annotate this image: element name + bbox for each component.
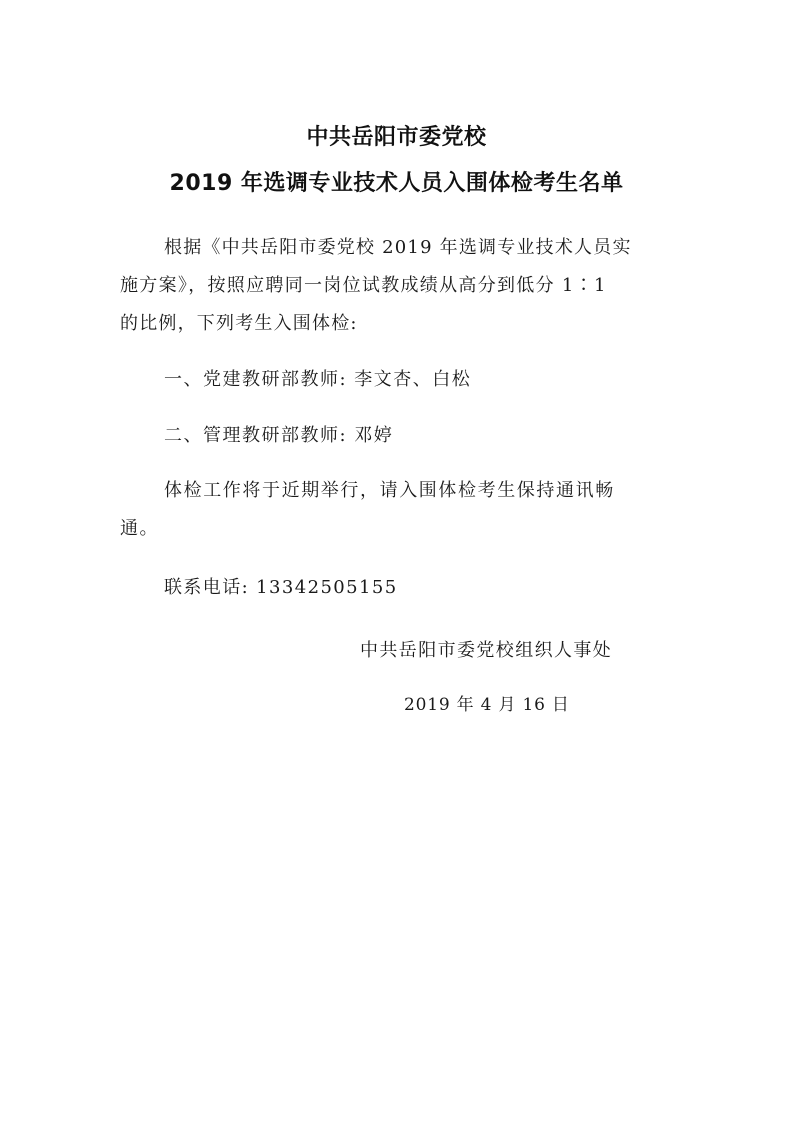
notice-paragraph-line2: 通。 [120,518,159,539]
notice-paragraph-line1: 体检工作将于近期举行，请入围体检考生保持通讯畅 [164,480,615,501]
signature-date: 2019 年 4 月 16 日 [404,695,570,715]
document-title-line1: 中共岳阳市委党校 [306,125,487,150]
document-title-line2: 2019 年选调专业技术人员入围体检考生名单 [169,171,624,196]
intro-paragraph-line2: 施方案》，按照应聘同一岗位试教成绩从高分到低分 1∶1 [120,275,607,296]
candidate-list-item-management: 二、管理教研部教师: 邓婷 [164,425,394,446]
candidate-list-item-party-building: 一、党建教研部教师: 李文杏、白松 [164,369,472,390]
intro-paragraph-line1: 根据《中共岳阳市委党校 2019 年选调专业技术人员实 [164,237,632,258]
signature-organization: 中共岳阳市委党校组织人事处 [360,640,613,661]
contact-phone: 联系电话: 13342505155 [164,577,398,598]
intro-paragraph-line3: 的比例，下列考生入围体检: [120,313,358,334]
